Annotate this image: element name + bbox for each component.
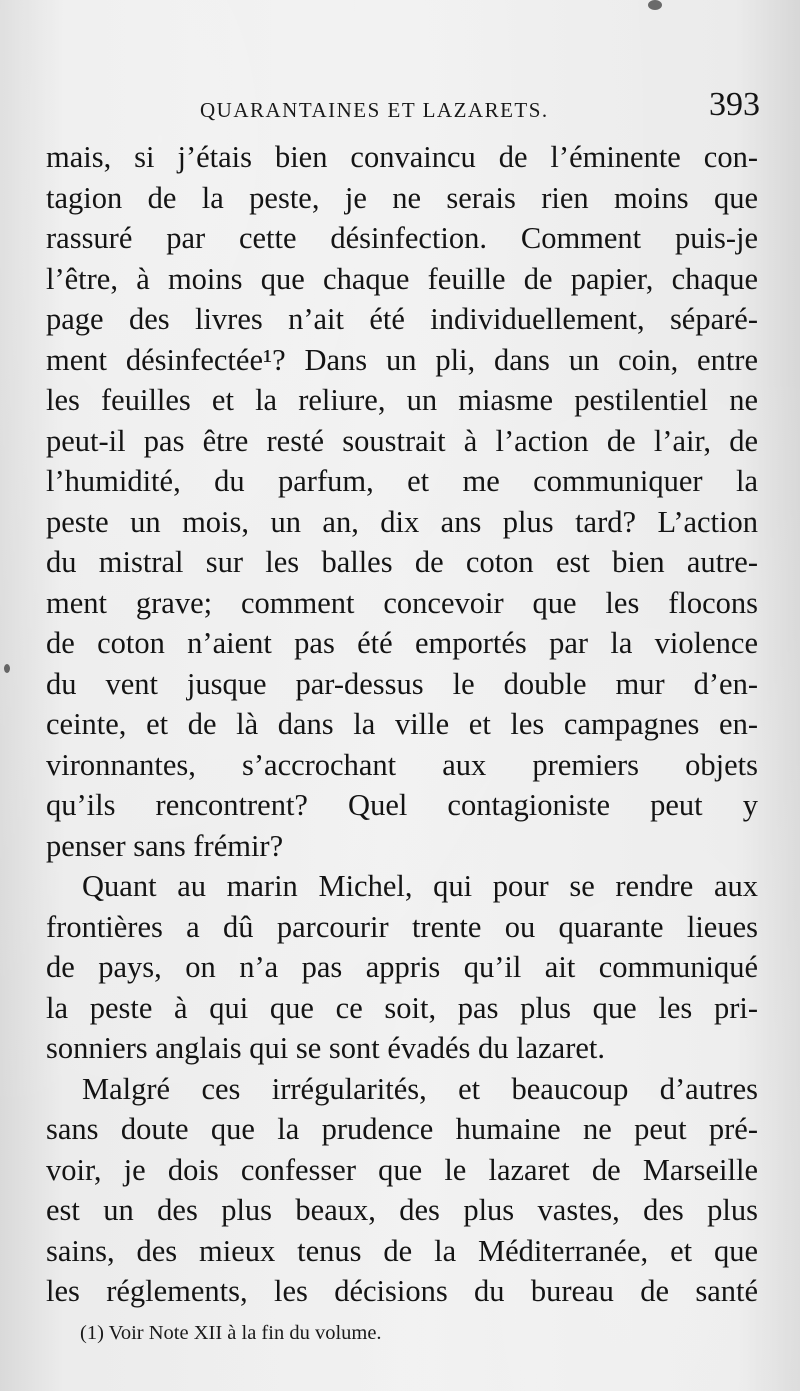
text-line: du mistral sur les balles de coton est bien autre-: [46, 545, 758, 579]
ink-speck: [4, 664, 10, 673]
text-line: sans doute que la prudence humaine ne peut pré-: [46, 1112, 758, 1146]
text-line: voir, je dois confesser que le lazaret de Marseille: [46, 1152, 758, 1187]
text-line: de coton n’aient pas été emportés par la violence: [46, 626, 758, 660]
text-line: ment grave; comment concevoir que les flocons: [46, 585, 758, 620]
page-number: 393: [709, 86, 760, 123]
text-line: peste un mois, un an, dix ans plus tard? L’action: [46, 504, 758, 539]
text-line: ment désinfectée¹? Dans un pli, dans un coin, entre: [46, 342, 758, 377]
text-line: qu’ils rencontrent? Quel contagioniste peut y: [46, 788, 758, 822]
text-line: peut-il pas être resté soustrait à l’action de l’air, de: [46, 423, 758, 458]
body-text: [46, 137, 758, 1312]
text-line: page des livres n’ait été individuellement, séparé-: [46, 302, 758, 336]
paragraph-end-line: penser sans frémir?: [46, 828, 284, 863]
text-line: la peste à qui que ce soit, pas plus que les pri-: [46, 990, 758, 1025]
text-line: rassuré par cette désinfection. Comment puis-je: [46, 221, 758, 255]
text-line: mais, si j’étais bien convaincu de l’éminente con-: [46, 140, 758, 174]
text-line: frontières a dû parcourir trente ou quarante lieues: [46, 909, 758, 944]
paragraph-end-line: sonniers anglais qui se sont évadés du lazaret.: [46, 1031, 606, 1065]
text-line: sains, des mieux tenus de la Méditerranée, et que: [46, 1233, 758, 1268]
ink-speck: [648, 0, 662, 10]
running-head: QUARANTAINES ET LAZARETS.: [200, 98, 549, 122]
text-line: vironnantes, s’accrochant aux premiers objets: [46, 747, 758, 782]
text-line: est un des plus beaux, des plus vastes, des plus: [46, 1193, 758, 1227]
text-line: de pays, on n’a pas appris qu’il ait communiqué: [46, 950, 758, 984]
paragraph-start-line: Quant au marin Michel, qui pour se rendre aux: [82, 869, 758, 903]
text-line: l’être, à moins que chaque feuille de papier, chaque: [46, 261, 758, 296]
text-line: les réglements, les décisions du bureau de santé: [46, 1274, 758, 1308]
text-line: ceinte, et de là dans la ville et les campagnes en-: [46, 707, 758, 741]
text-line: l’humidité, du parfum, et me communiquer la: [46, 464, 758, 498]
text-line: du vent jusque par-dessus le double mur d’en-: [46, 666, 758, 701]
text-line: tagion de la peste, je ne serais rien moins que: [46, 180, 758, 215]
text-line: les feuilles et la reliure, un miasme pestilentiel ne: [46, 383, 758, 417]
footnote: (1) Voir Note XII à la fin du volume.: [80, 1322, 382, 1344]
paragraph-start-line: Malgré ces irrégularités, et beaucoup d’autres: [82, 1071, 758, 1106]
